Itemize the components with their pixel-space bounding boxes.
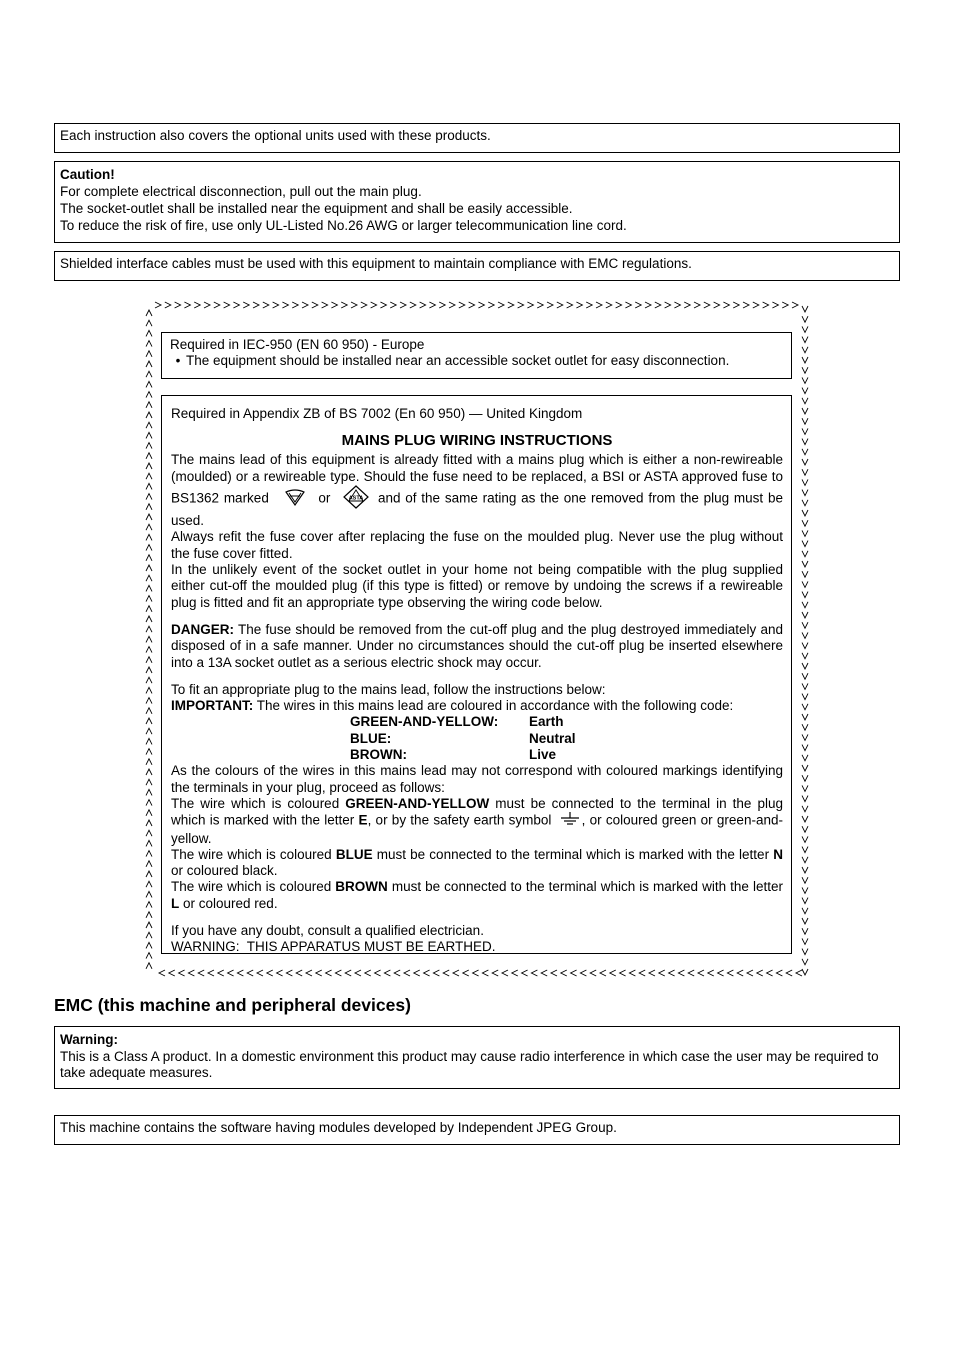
- letter-n: N: [773, 846, 783, 862]
- text: The wire which is coloured: [171, 795, 340, 811]
- text: The wire which is coloured: [171, 846, 332, 862]
- notice-text: Shielded interface cables must be used with this equipment to maintain compliance with EMC regulations.: [60, 256, 692, 271]
- emc-warning-text: This is a Class A product. In a domestic environment this product may cause radio interference in which case the user may be required to take adequate measures.: [60, 1048, 879, 1080]
- bullet: •: [175, 353, 181, 369]
- text: or coloured red.: [183, 895, 278, 911]
- caution-line: For complete electrical disconnection, pull out the main plug.: [60, 184, 422, 199]
- uk-heading: Required in Appendix ZB of BS 7002 (En 60 950) — United Kingdom: [171, 406, 583, 421]
- fuse-text: The mains lead of this equipment is already fitted with a mains plug which is either a non-rewireable (moulded) or a rewireable type. Should the fuse need to be replaced, a BSI or ASTA approved fuse to BS1362 marked: [171, 452, 783, 506]
- europe-requirement-box: [161, 332, 792, 379]
- neutral-wire-paragraph: [171, 847, 783, 880]
- notice-optional-units: [54, 123, 900, 153]
- caution-line: The socket-outlet shall be installed near the equipment and shall be easily accessible.: [60, 201, 573, 216]
- text: , or coloured green or green-and-yellow.: [171, 812, 783, 846]
- fuse-paragraph: [171, 452, 783, 529]
- emc-warning-label: Warning:: [60, 1032, 118, 1047]
- wire-colour: BROWN:: [350, 747, 407, 763]
- green-yellow-label: GREEN-AND-YELLOW: [345, 795, 490, 811]
- wire-function: Neutral: [529, 730, 576, 746]
- brown-label: BROWN: [335, 879, 388, 895]
- uk-requirement-box: [161, 395, 792, 954]
- europe-item-text: The equipment should be installed near an accessible socket outlet for easy disconnection.: [186, 353, 730, 369]
- earth-wire-paragraph: [171, 796, 783, 847]
- text: or coloured black.: [171, 863, 278, 879]
- important-label: IMPORTANT:: [171, 698, 254, 714]
- letter-e: E: [358, 812, 368, 828]
- notice-text: This machine contains the software having modules developed by Independent JPEG Group.: [60, 1120, 617, 1135]
- danger-label: DANGER:: [171, 621, 234, 637]
- notice-jpeg-software: [54, 1115, 900, 1145]
- wire-row: [350, 731, 783, 747]
- europe-heading: Required in IEC-950 (EN 60 950) - Europe: [170, 337, 425, 352]
- letter-l: L: [171, 895, 180, 911]
- wire-function: Live: [529, 747, 557, 763]
- wire-colour: BLUE:: [350, 730, 392, 746]
- bsi-kitemark-icon: [284, 487, 306, 511]
- wire-row: [350, 747, 783, 763]
- wire-function: Earth: [529, 714, 564, 730]
- wire-colour-table: [350, 714, 783, 763]
- important-paragraph: [171, 698, 783, 714]
- notice-shielded-cables: [54, 251, 900, 281]
- fuse-cover-paragraph: Always refit the fuse cover after replacing the fuse on the moulded plug. Never use the plug without the fuse cover fitted.: [171, 529, 783, 561]
- wire-colour: GREEN-AND-YELLOW:: [350, 714, 499, 730]
- fuse-text: and of the same rating as the one removed from the plug must be used.: [171, 490, 783, 529]
- caution-line: To reduce the risk of fire, use only UL-Listed No.26 AWG or larger telecommunication line cord.: [60, 218, 627, 233]
- text: must be connected to the terminal which is marked with the letter: [376, 846, 770, 862]
- important-text: The wires in this mains lead are coloured in accordance with the following code:: [256, 698, 734, 714]
- socket-compat-paragraph: In the unlikely event of the socket outlet in your home not being compatible with the plug supplied either cut-off the moulded plug (if this type is fitted) or remove by undoing the screws if a rewireable plug is fitted and fit an appropriate type observing the wiring code below.: [171, 562, 783, 610]
- text: , or by the safety earth symbol: [367, 812, 552, 828]
- earth-symbol-icon: [560, 812, 580, 830]
- colour-mismatch-paragraph: As the colours of the wires in this mains lead may not correspond with coloured markings identifying the terminals in your plug, proceed as follows:: [171, 763, 783, 795]
- caution-heading: Caution!: [60, 167, 115, 182]
- blue-label: BLUE: [335, 846, 373, 862]
- text: must be connected to the terminal in the plug which is marked with the letter: [171, 795, 783, 828]
- caution-box: [54, 161, 900, 243]
- earthed-warning-text: WARNING: THIS APPARATUS MUST BE EARTHED.: [171, 939, 496, 955]
- europe-bullet-item: [170, 353, 791, 369]
- fit-instructions: To fit an appropriate plug to the mains lead, follow the instructions below:: [171, 681, 606, 697]
- emc-warning-box: [54, 1026, 900, 1089]
- wire-row: [350, 714, 783, 730]
- consult-electrician-text: If you have any doubt, consult a qualified electrician.: [171, 923, 484, 939]
- emc-section-heading: EMC (this machine and peripheral devices): [54, 995, 411, 1015]
- text: The wire which is coloured: [171, 879, 332, 895]
- or-text: or: [318, 490, 331, 506]
- notice-text: Each instruction also covers the optional units used with these products.: [60, 128, 491, 143]
- asta-mark-label: ASTA: [348, 495, 364, 502]
- asta-mark-icon: [343, 485, 369, 513]
- wiring-instructions-title: MAINS PLUG WIRING INSTRUCTIONS: [341, 432, 613, 450]
- danger-text: The fuse should be removed from the cut-off plug and the plug destroyed immediately and disposed of in a safe manner. Under no circumstances should the cut-off plug be inserted elsewhere into a 13A socket outlet as a serious electric shock may occur.: [171, 621, 783, 670]
- danger-paragraph: [171, 622, 783, 671]
- live-wire-paragraph: [171, 879, 783, 912]
- text: must be connected to the terminal which is marked with the letter: [391, 879, 783, 895]
